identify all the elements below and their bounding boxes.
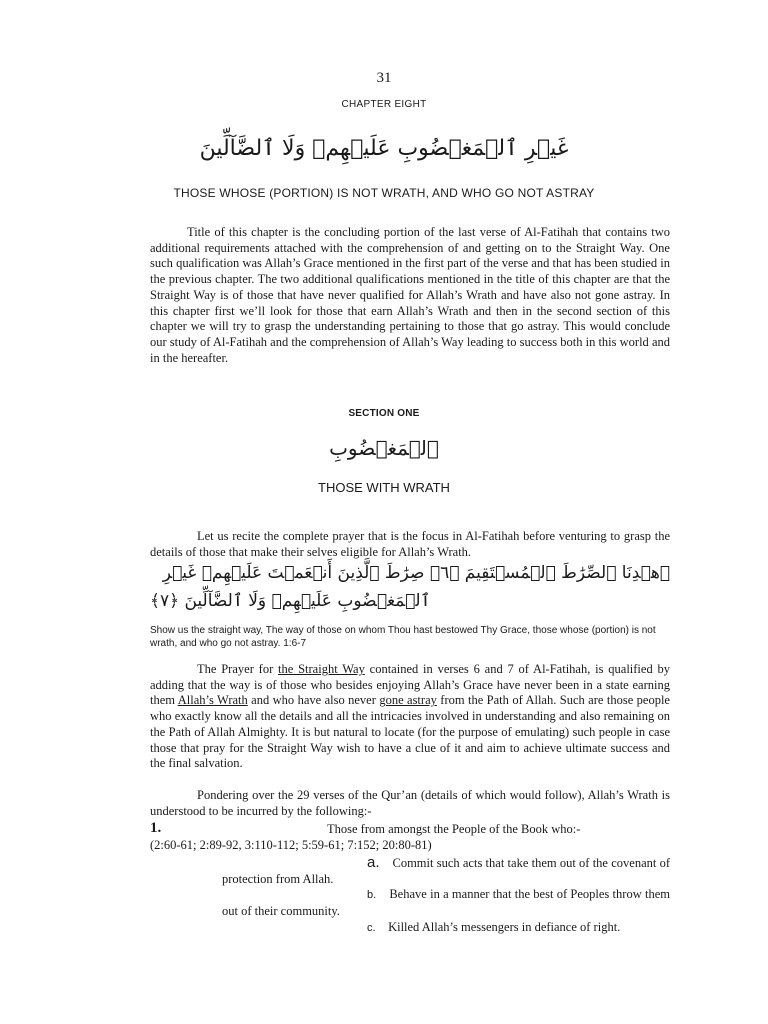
gone-astray-underlined: gone astray: [379, 693, 437, 708]
section-label: SECTION ONE: [348, 408, 420, 419]
pondering-paragraph: Pondering over the 29 verses of the Qur’an (details of which would follow), Allah’s Wrath is understood to be incurred by the following:-: [150, 788, 670, 818]
chapter-label: CHAPTER EIGHT: [341, 99, 427, 110]
page-number: 31: [376, 70, 392, 86]
list-item-text: Killed Allah’s messengers in defiance of right.: [388, 920, 621, 934]
list-item: [222, 887, 670, 919]
prayer-text-1: The Prayer for: [197, 662, 279, 676]
list-references: (2:60-61; 2:89-92, 3:110-112; 5:59-61; 7:152; 20:80-81): [150, 838, 432, 852]
list-item: [222, 855, 670, 887]
list-item-text: Behave in a manner that the best of Peoples throw them out of their community.: [222, 887, 671, 918]
straight-way-underlined: the Straight Way: [278, 662, 365, 676]
chapter-title: THOSE WHOSE (PORTION) IS NOT WRATH, AND WHO GO NOT ASTRAY: [173, 186, 595, 200]
prayer-text-4: from the Path of Allah. Such are those people who exactly know all the details and all the intricacies involved in understanding and also remaining on the Path of Allah Almighty. It is but natural to locate (for the purpose of emulating) such people in case those that pray for the Straight Way wish to have a clue of it and aim to achieve ultimate success and the final salvation.: [150, 693, 670, 771]
list-item-marker: c.: [367, 922, 376, 934]
intro-paragraph: Title of this chapter is the concluding portion of the last verse of Al-Fatihah that contains two additional requirements attached with the comprehension of and getting on to the Straight Way. One such qualification was Allah’s Grace mentioned in the first part of the verse and that has been studied in the previous chapter. The two additional qualifications mentioned in the title of this chapter are that the Straight Way is of those that have never qualified for Allah’s Wrath and have also not gone astray. In this chapter first we’ll look for those that earn Allah’s Wrath and then in the second section of this chapter we will try to grasp the understanding pertaining to those that go astray. This would conclude our study of Al-Fatihah and the comprehension of Allah’s Way leading to success both in this world and in the hereafter.: [150, 225, 670, 365]
verse-arabic-line-2: ٱلۡمَغۡضُوبِ عَلَيۡهِمۡ وَلَا ٱلضَّآلِّينَ ﴿٧﴾: [150, 591, 431, 611]
chapter-arabic-title: غَيۡرِ ٱلۡمَغۡضُوبِ عَلَيۡهِمۡ وَلَا ٱلضَّآلِّينَ: [199, 136, 569, 161]
prayer-text-3: and who have also never: [247, 693, 380, 708]
verse-translation: Show us the straight way, The way of those on whom Thou hast bestowed Thy Grace, those whose (portion) is not wrath, and who go not astray. 1:6-7: [150, 625, 656, 649]
allahs-wrath-underlined: Allah’s Wrath: [177, 693, 248, 708]
verse-arabic-line-1: ٱهۡدِنَا ٱلصِّرَٰطَ ٱلۡمُسۡتَقِيمَ ﴿٦﴾ صِرَٰطَ ٱلَّذِينَ أَنۡعَمۡتَ عَلَيۡهِمۡ غَيۡرِ: [162, 563, 670, 583]
list-heading: Those from amongst the People of the Book who:-: [327, 822, 581, 836]
prayer-paragraph: [150, 662, 670, 772]
list-item-text: Commit such acts that take them out of the covenant of protection from Allah.: [222, 856, 671, 886]
list-item: [222, 920, 670, 937]
recite-paragraph: Let us recite the complete prayer that is the focus in Al-Fatihah before venturing to grasp the details of those that make their selves eligible for Allah’s Wrath.: [150, 529, 670, 559]
section-arabic-title: ٱلۡمَغۡضُوبِ: [329, 436, 439, 460]
section-title: THOSE WITH WRATH: [318, 480, 450, 495]
list-number: 1.: [150, 820, 162, 836]
prayer-text-2: contained in verses 6 and 7 of Al-Fatihah, is qualified by adding that the way is of those who besides enjoying Allah’s Grace have never been in a state earning them: [150, 662, 670, 708]
list-item-marker: a.: [367, 854, 380, 871]
list-item-marker: b.: [367, 889, 377, 901]
